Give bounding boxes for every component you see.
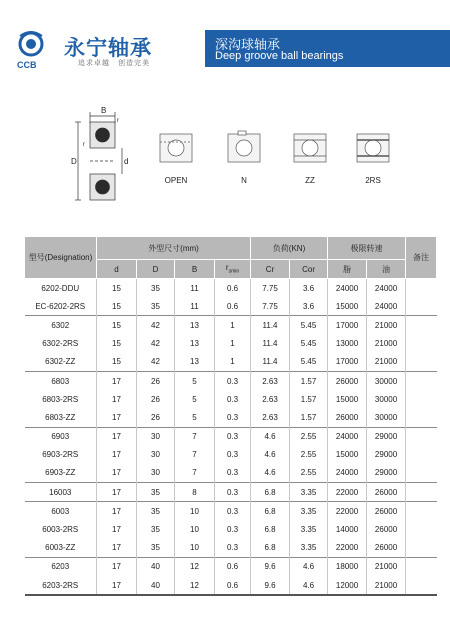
cell-r: 1 <box>215 353 251 372</box>
cell-oil: 26000 <box>367 502 406 521</box>
cell-r: 0.3 <box>215 427 251 446</box>
table-row <box>25 390 437 408</box>
type-label-zz: ZZ <box>305 176 315 185</box>
cell-cor: 3.6 <box>290 279 328 298</box>
cell-r: 1 <box>215 335 251 353</box>
type-label-open: OPEN <box>164 176 188 185</box>
cell-cor: 3.35 <box>290 539 328 558</box>
cell-note <box>406 539 437 558</box>
header-designation: 型号(Designation) <box>25 237 97 279</box>
cell-d: 17 <box>97 520 137 538</box>
cell-d: 35 <box>137 297 175 316</box>
table-row <box>25 539 437 558</box>
cell-d: 17 <box>97 502 137 521</box>
subheader-oil: 油 <box>367 260 406 279</box>
dim-r-label: r <box>117 118 119 124</box>
table-row <box>25 371 437 390</box>
cell-b: 11 <box>175 279 215 298</box>
cell-model: 6003-ZZ <box>45 543 76 553</box>
cell-r: 0.3 <box>215 520 251 538</box>
cell-b: 5 <box>175 371 215 390</box>
shielded-bearing-icon <box>294 134 326 162</box>
cell-b: 7 <box>175 464 215 483</box>
cell-oil: 30000 <box>367 371 406 390</box>
cell-grease: 15000 <box>328 446 367 464</box>
cell-cor: 4.6 <box>290 576 328 595</box>
cell-oil: 21000 <box>367 576 406 595</box>
cell-r: 0.3 <box>215 483 251 502</box>
subheader-cor: Cor <box>290 260 328 279</box>
cell-grease: 24000 <box>328 279 367 298</box>
open-bearing-icon <box>160 134 192 162</box>
cell-note <box>406 297 437 316</box>
cell-note <box>406 353 437 372</box>
cell-model: 6203 <box>25 557 97 576</box>
cell-cr: 11.4 <box>251 353 290 372</box>
cell-cor: 3.35 <box>290 483 328 502</box>
cell-cor: 1.57 <box>290 408 328 427</box>
cell-note <box>406 390 437 408</box>
header-dimensions: 外型尺寸(mm) <box>97 237 251 260</box>
bearing-diagrams <box>60 104 440 204</box>
cell-r: 0.3 <box>215 390 251 408</box>
cell-b: 10 <box>175 539 215 558</box>
cell-b: 5 <box>175 408 215 427</box>
cell-d: 15 <box>97 335 137 353</box>
cell-cor: 2.55 <box>290 464 328 483</box>
cell-d: 17 <box>97 371 137 390</box>
cell-cor: 5.45 <box>290 353 328 372</box>
cell-d: 42 <box>137 335 175 353</box>
cell-cr: 11.4 <box>251 316 290 335</box>
cell-cr: 2.63 <box>251 371 290 390</box>
cell-d: 15 <box>97 316 137 335</box>
section-title-cn: 深沟球轴承 <box>215 38 281 53</box>
cell-model: 6803-ZZ <box>45 412 76 422</box>
cell-r: 1 <box>215 316 251 335</box>
table-header-row <box>25 237 437 260</box>
table-row <box>25 483 437 502</box>
cell-d: 42 <box>137 316 175 335</box>
cell-d: 35 <box>137 483 175 502</box>
cell-model: 6903-2RS <box>42 450 79 460</box>
cell-grease: 17000 <box>328 316 367 335</box>
table-row <box>25 464 437 483</box>
cell-cor: 3.35 <box>290 502 328 521</box>
cell-d: 35 <box>137 502 175 521</box>
cell-b: 13 <box>175 353 215 372</box>
cell-oil: 26000 <box>367 539 406 558</box>
cell-grease: 24000 <box>328 427 367 446</box>
cell-cr: 6.8 <box>251 502 290 521</box>
snap-ring-bearing-icon <box>228 131 260 162</box>
cell-model: 6203-2RS <box>25 576 97 595</box>
cell-note <box>406 279 437 298</box>
cell-oil: 29000 <box>367 446 406 464</box>
cell-oil: 26000 <box>367 520 406 538</box>
cell-cor: 5.45 <box>290 316 328 335</box>
cell-r: 0.3 <box>215 464 251 483</box>
brand-abbr: CCB <box>17 60 37 70</box>
cell-d: 35 <box>137 279 175 298</box>
cell-r: 0.3 <box>215 539 251 558</box>
brand-logo <box>16 30 186 70</box>
dim-inner-d-label: d <box>124 157 129 166</box>
cell-model: 6302-2RS <box>42 339 79 349</box>
cell-note <box>406 335 437 353</box>
cell-cr: 4.6 <box>251 464 290 483</box>
table-row <box>25 520 437 538</box>
cell-d: 26 <box>137 390 175 408</box>
cell-grease: 14000 <box>328 520 367 538</box>
cell-grease: 22000 <box>328 539 367 558</box>
cell-r: 0.3 <box>215 408 251 427</box>
cell-r: 0.3 <box>215 371 251 390</box>
cell-note <box>406 502 437 521</box>
cell-grease: 26000 <box>328 408 367 427</box>
cell-note <box>406 446 437 464</box>
header-speed: 极限转速 <box>328 237 406 260</box>
cell-b: 13 <box>175 335 215 353</box>
cell-d: 15 <box>97 297 137 316</box>
cell-cr: 7.75 <box>251 297 290 316</box>
cell-d: 17 <box>97 408 137 427</box>
subheader-r-suffix: smin <box>228 268 240 275</box>
cell-oil: 29000 <box>367 464 406 483</box>
cell-r: 0.3 <box>215 446 251 464</box>
cell-cor: 1.57 <box>290 371 328 390</box>
cell-model: 16003 <box>25 483 97 502</box>
table-row <box>25 316 437 335</box>
cell-grease: 12000 <box>328 576 367 595</box>
cell-model: 6903-ZZ <box>45 468 76 478</box>
header-note: 备注 <box>406 237 437 279</box>
cell-d: 17 <box>97 539 137 558</box>
cell-model: 6202-DDU <box>25 279 97 298</box>
cell-d: 40 <box>137 576 175 595</box>
cell-oil: 30000 <box>367 390 406 408</box>
cell-r: 0.6 <box>215 279 251 298</box>
cell-cor: 5.45 <box>290 335 328 353</box>
cell-b: 10 <box>175 502 215 521</box>
table-row <box>25 502 437 521</box>
cell-cor: 2.55 <box>290 427 328 446</box>
cell-model: 6302-ZZ <box>45 357 76 367</box>
cell-oil: 30000 <box>367 408 406 427</box>
cell-cr: 7.75 <box>251 279 290 298</box>
cell-d: 17 <box>97 446 137 464</box>
subheader-b: B <box>175 260 215 279</box>
cell-grease: 22000 <box>328 483 367 502</box>
cell-b: 8 <box>175 483 215 502</box>
cell-note <box>406 427 437 446</box>
dimension-drawing <box>75 112 122 200</box>
cell-b: 5 <box>175 390 215 408</box>
cell-d: 17 <box>97 483 137 502</box>
dim-r-label-2: r <box>83 142 85 148</box>
dim-b-label: B <box>101 106 107 115</box>
cell-r: 0.3 <box>215 502 251 521</box>
cell-oil: 24000 <box>367 297 406 316</box>
cell-b: 7 <box>175 427 215 446</box>
subheader-d: d <box>97 260 137 279</box>
cell-grease: 18000 <box>328 557 367 576</box>
subheader-r: $r_{smin}$ <box>215 260 251 279</box>
cell-b: 7 <box>175 446 215 464</box>
cell-b: 12 <box>175 576 215 595</box>
subheader-grease: 脂 <box>328 260 367 279</box>
cell-grease: 24000 <box>328 464 367 483</box>
cell-b: 10 <box>175 520 215 538</box>
cell-model: 6803 <box>25 371 97 390</box>
cell-b: 12 <box>175 557 215 576</box>
cell-model: EC-6202-2RS <box>35 301 86 311</box>
cell-note <box>406 576 437 595</box>
table-row <box>25 557 437 576</box>
cell-grease: 22000 <box>328 502 367 521</box>
cell-d: 35 <box>137 539 175 558</box>
cell-cr: 9.6 <box>251 576 290 595</box>
cell-note <box>406 557 437 576</box>
sealed-bearing-icon <box>357 134 389 162</box>
cell-oil: 21000 <box>367 335 406 353</box>
cell-cor: 3.35 <box>290 520 328 538</box>
cell-model: 6003 <box>25 502 97 521</box>
cell-d: 42 <box>137 353 175 372</box>
cell-cr: 9.6 <box>251 557 290 576</box>
cell-d: 26 <box>137 408 175 427</box>
cell-d: 17 <box>97 464 137 483</box>
section-header <box>205 30 450 67</box>
table-row <box>25 297 437 316</box>
cell-grease: 15000 <box>328 390 367 408</box>
cell-cor: 4.6 <box>290 557 328 576</box>
cell-d: 15 <box>97 353 137 372</box>
cell-model: 6003-2RS <box>42 525 79 535</box>
bearing-spec-table <box>24 236 436 596</box>
cell-note <box>406 464 437 483</box>
table-row <box>25 427 437 446</box>
brand-slogan: 追求卓越 创造完美 <box>78 59 150 67</box>
section-title-en: Deep groove ball bearings <box>215 50 344 62</box>
cell-r: 0.6 <box>215 297 251 316</box>
cell-cr: 6.8 <box>251 483 290 502</box>
cell-note <box>406 371 437 390</box>
cell-d: 30 <box>137 464 175 483</box>
cell-grease: 13000 <box>328 335 367 353</box>
cell-note <box>406 520 437 538</box>
cell-oil: 21000 <box>367 557 406 576</box>
cell-oil: 26000 <box>367 483 406 502</box>
cell-cor: 3.6 <box>290 297 328 316</box>
cell-cr: 4.6 <box>251 427 290 446</box>
cell-note <box>406 316 437 335</box>
cell-d: 17 <box>97 557 137 576</box>
cell-cor: 1.57 <box>290 390 328 408</box>
cell-cr: 4.6 <box>251 446 290 464</box>
dim-outer-d-label: D <box>71 157 77 166</box>
cell-note <box>406 408 437 427</box>
cell-grease: 15000 <box>328 297 367 316</box>
cell-d: 30 <box>137 427 175 446</box>
cell-d: 17 <box>97 576 137 595</box>
table-row <box>25 576 437 595</box>
cell-b: 11 <box>175 297 215 316</box>
cell-d: 26 <box>137 371 175 390</box>
cell-r: 0.6 <box>215 557 251 576</box>
cell-oil: 21000 <box>367 353 406 372</box>
cell-oil: 24000 <box>367 279 406 298</box>
cell-note <box>406 483 437 502</box>
subheader-cr: Cr <box>251 260 290 279</box>
cell-cr: 2.63 <box>251 408 290 427</box>
table-row <box>25 279 437 298</box>
type-label-n: N <box>241 176 247 185</box>
bearing-cross-section-diagram <box>60 104 440 204</box>
cell-model: 6903 <box>25 427 97 446</box>
cell-b: 13 <box>175 316 215 335</box>
table-row <box>25 446 437 464</box>
cell-d: 35 <box>137 520 175 538</box>
type-label-2rs: 2RS <box>365 176 381 185</box>
cell-d: 17 <box>97 427 137 446</box>
cell-d: 30 <box>137 446 175 464</box>
header-load: 负荷(KN) <box>251 237 328 260</box>
cell-d: 40 <box>137 557 175 576</box>
cell-cr: 6.8 <box>251 520 290 538</box>
cell-grease: 17000 <box>328 353 367 372</box>
subheader-outer-d: D <box>137 260 175 279</box>
cell-cor: 2.55 <box>290 446 328 464</box>
cell-oil: 21000 <box>367 316 406 335</box>
cell-d: 17 <box>97 390 137 408</box>
cell-grease: 26000 <box>328 371 367 390</box>
table-row <box>25 353 437 372</box>
cell-d: 15 <box>97 279 137 298</box>
cell-oil: 29000 <box>367 427 406 446</box>
table-row <box>25 408 437 427</box>
brand-name: 永宁轴承 <box>64 36 152 60</box>
cell-model: 6302 <box>25 316 97 335</box>
cell-cr: 6.8 <box>251 539 290 558</box>
cell-r: 0.6 <box>215 576 251 595</box>
cell-cr: 2.63 <box>251 390 290 408</box>
cell-model: 6803-2RS <box>42 394 79 404</box>
cell-cr: 11.4 <box>251 335 290 353</box>
table-row <box>25 335 437 353</box>
